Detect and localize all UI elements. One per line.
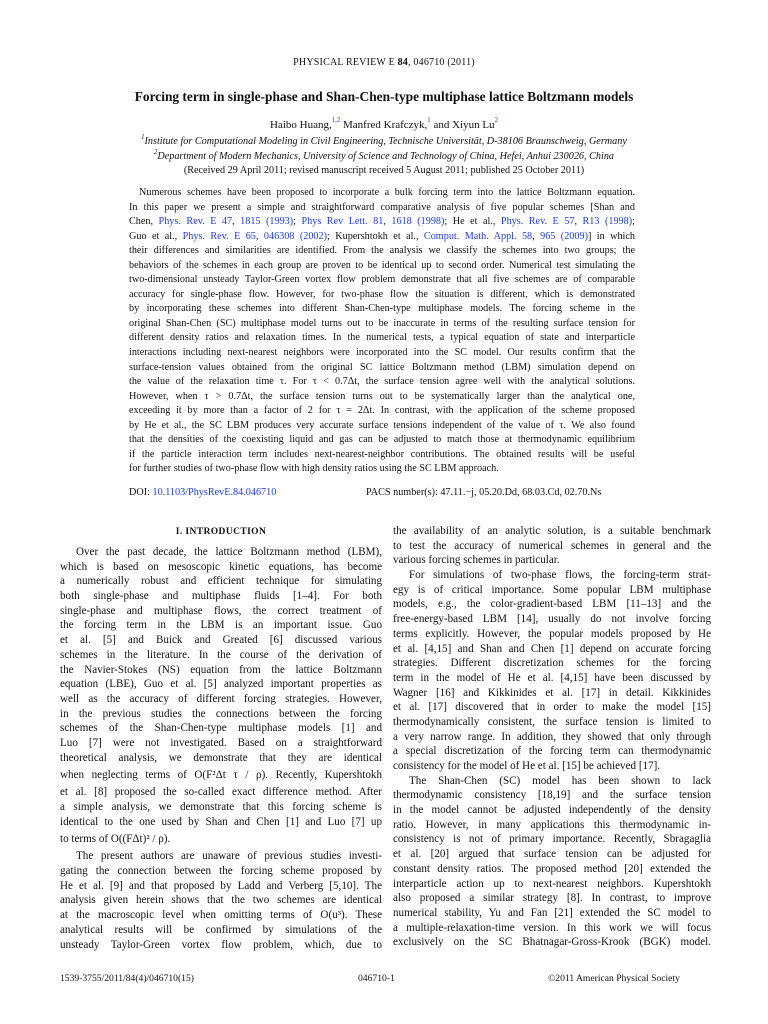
abstract-line: by incorporating these schemes into different Shan-Chen-type multiphase models. The forcing scheme in the (129, 303, 635, 315)
text-line: both single-phase and multiphase fluids [1–4]. For both (60, 590, 382, 603)
text-line: analytical results will be confirmed by simulations of the (60, 923, 382, 936)
text-line: at the macroscopic level when omitting terms of O(u³). These (60, 909, 382, 922)
journal-header: PHYSICAL REVIEW E 84, 046710 (2011) (293, 57, 475, 68)
text-line: various forcing schemes in particular. (393, 554, 560, 567)
abstract-line: exceeding it by more than a factor of 2 for τ = 2Δt. In contrast, with the application of the scheme proposed (129, 405, 635, 417)
text-line: the forcing term in the LBM is an important issue. Guo (60, 619, 382, 632)
text-line: Luo [7] were not investigated. Based on a straightforward (60, 736, 382, 749)
text-line: gating the connection between the forcing scheme proposed by (60, 865, 382, 878)
text-line: exclusively on the SC Bhatnagar-Gross-Krook (BGK) model. (393, 936, 711, 949)
abstract-line: different density ratios and relaxation times. In the numerical tests, a typical equation of state and interparticle (129, 332, 635, 344)
footer-page-number: 046710-1 (358, 973, 395, 984)
author-affiliation-mark[interactable]: 1,2 (331, 117, 341, 124)
abstract-line: for further studies of two-phase flow with high density ratios using the SC LBM approach. (129, 463, 499, 475)
affiliation-1: $^1$Institute for Computational Modeling in Civil Engineering, Technische Universität, D-38106 Braunschweig, Germany (141, 134, 627, 147)
text-line: Over the past decade, the lattice Boltzmann method (LBM), (76, 546, 382, 558)
footer-copyright: ©2011 American Physical Society (548, 973, 680, 984)
abstract (129, 186, 635, 477)
text-line: unsteady Taylor-Green vortex flow problem, which, due to (60, 938, 382, 951)
author-name: Haibo Huang, (270, 119, 332, 131)
abstract-line: original Shan-Chen (SC) multiphase model turns out to be inaccurate in terms of the resulting surface tension for (129, 317, 635, 329)
abstract-line: their differences and similarities are identified. From the analysis we classify the schemes into two groups; the (129, 245, 635, 257)
text-line: consistency is not of primary importance. Recently, Sbragaglia (393, 833, 711, 846)
citation-link[interactable]: 1815 (1993) (240, 216, 294, 228)
text-line: The present authors are unaware of previous studies investi- (76, 850, 382, 863)
abstract-line: Numerous schemes have been proposed to incorporate a bulk forcing term into the lattice Boltzmann equation. (139, 187, 635, 198)
text-line: a simple analysis, we demonstrate that this forcing scheme is (60, 801, 382, 813)
text-line: et al. [17] discovered that in order to make the model [15] (393, 701, 711, 714)
text-line: identical to the one used by Shan and Chen [1] and Luo [7] up (60, 815, 382, 828)
text-line: numerical stability, Yu and Fan [21] extended the SC model to (393, 906, 711, 919)
text-line: single-phase and multiphase flows, the correct treatment of (60, 604, 382, 617)
abstract-line: In this paper we present a simple and straightforward comparative analysis of five popular schemes [Shan and (129, 201, 635, 213)
text-line: also proposed a similar strategy [8]. In contrast, to improve (393, 892, 711, 905)
author-name: Manfred Krafczyk, (340, 119, 428, 131)
text-line: a multiple-relaxation-time version. In this work we will focus (393, 921, 711, 934)
text-line: which is based on mesoscopic kinetic equations, has become (60, 560, 382, 573)
text-line: egy is of critical importance. Some popular LBM multiphase (393, 583, 711, 596)
citation-link[interactable]: Phys Rev Lett. 81 (301, 216, 384, 228)
text-line: thermodynamically consistent, the surface tension is limited to (393, 715, 711, 728)
text-line: theoretical analysis, we demonstrate that they are identical (60, 751, 382, 764)
abstract-line: accuracy for single-phase flow. However, for two-phase flow the situation is different, which is demonstrated (129, 288, 635, 300)
abstract-line: interactions including next-nearest neighbors were incorporated into the SC model. Our results confirm that the (129, 347, 635, 359)
text-line: a special discretization of the forcing term can thermodynamic (393, 745, 711, 758)
text-line: interparticle action up to next-nearest neighbors. Kupershtokh (393, 877, 711, 890)
text-line: et al. [8] proposed the so-called exact difference method. After (60, 786, 382, 799)
text-line: to terms of O((FΔt)² / ρ). (60, 833, 171, 846)
abstract-line: Guo et al., Phys. Rev. E 65, 046308 (2002); Kupershtokh et al., Comput. Math. Appl. 58, 965 (2009)] in which (129, 230, 636, 242)
text-line: strategies. Different discretization schemes for the forcing (393, 657, 711, 670)
author-list (0, 119, 768, 131)
text-line: the availability of an analytic solution, is a suitable benchmark (393, 525, 711, 537)
abstract-line: Chen, Phys. Rev. E 47, 1815 (1993); Phys Rev Lett. 81, 1618 (1998); He et al., Phys. Rev. E 57, R13 (1998); (129, 216, 635, 228)
text-line: free-energy-based LBM [14], usually do not involve forcing (393, 613, 711, 626)
citation-link[interactable]: Phys. Rev. E 65 (182, 230, 256, 242)
right-column (393, 524, 711, 950)
citation-link[interactable]: Phys. Rev. E 57 (500, 216, 575, 228)
text-line: constant density ratios. The proposed method [20] extended the (393, 862, 711, 875)
text-line: thermodynamic consistency [18,19] and the surface tension (393, 789, 711, 802)
text-line: schemes in the literature. In the course of the derivation of (60, 648, 382, 661)
author-affiliation-mark[interactable]: 2 (494, 117, 498, 124)
abstract-line: behaviors of the schemes in each group are proven to be identical up to second order. Numerical test simulating the (129, 259, 635, 271)
text-line: analysis given herein shows that the two schemes are identical (60, 894, 382, 907)
text-line: the Navier-Stokes (NS) equation from the lattice Boltzmann (60, 663, 382, 676)
text-line: a very narrow range. In addition, they showed that only through (393, 730, 711, 743)
citation-link[interactable]: 1618 (1998) (391, 216, 445, 228)
text-line: et al. [20] argued that surface tension can be adjusted for (393, 848, 711, 861)
citation-link[interactable]: 965 (2009) (540, 230, 588, 242)
author-name: and Xiyun Lu (430, 119, 495, 131)
text-line: Wagner [16] and Kikkinides et al. [17] in detail. Kikkinides (393, 686, 711, 699)
abstract-line: surface-tension values obtained from the original SC lattice Boltzmann method (LBM) simulation depend on (129, 361, 635, 373)
text-line: schemes of the Shan-Chen-type multiphase models [1] and (60, 722, 382, 735)
section-title: I. INTRODUCTION (175, 527, 267, 537)
abstract-line: that the densities of the coexisting liquid and gas can be adjusted to match those at thermodynamic equilibrium (129, 434, 635, 446)
text-line: models, e.g., the color-gradient-based LBM [11–13] and the (393, 598, 711, 611)
citation-link[interactable]: Comput. Math. Appl. 58 (423, 230, 533, 242)
text-line: et al. [4,15] and Shan and Chen [1] depend on accurate forcing (393, 642, 711, 655)
text-line: terms explicitly. However, the popular models proposed by He (393, 627, 711, 640)
pacs-numbers: PACS number(s): 47.11.−j, 05.20.Dd, 68.03.Cd, 02.70.Ns (366, 487, 602, 498)
text-line: when neglecting terms of O(F²Δt τ / ρ). Recently, Kupershtokh (60, 769, 382, 782)
doi-line: DOI: 10.1103/PhysRevE.84.046710 (129, 487, 277, 498)
left-column (60, 545, 382, 952)
text-line: equation (LBE), Guo et al. [5] analyzed important properties as (60, 678, 382, 691)
text-line: The Shan-Chen (SC) model has been shown to lack (409, 774, 711, 787)
text-line: consistency for the model of He et al. [15] be achieved [17]. (393, 760, 661, 772)
received-dates: (Received 29 April 2011; revised manuscript received 5 August 2011; published 25 October 2011) (183, 165, 585, 176)
text-line: to test the accuracy of numerical schemes in general and the (393, 539, 711, 552)
abstract-line: However, when τ > 0.7Δt, the surface tension turns out to be systematically larger than the analytical one, (129, 390, 635, 402)
text-line: a numerically robust and efficient technique for simulating (60, 575, 382, 588)
abstract-line: by He et al., the SC LBM produces very accurate surface tensions independent of the value of τ. We also found (129, 419, 635, 431)
text-line: term in the model of He et al. [4,15] have been discussed by (393, 671, 711, 684)
abstract-line: if the particle interaction term includes next-nearest-neighbor contributions. The obtained results will be useful (129, 448, 635, 460)
text-line: in the model cannot be adjusted independently of the density (393, 804, 711, 817)
paper-title: Forcing term in single-phase and Shan-Chen-type multiphase lattice Boltzmann models (134, 89, 634, 104)
text-line: ratio. However, in many applications this thermodynamic in- (393, 818, 711, 831)
affiliation-2: $^2$Department of Modern Mechanics, University of Science and Technology of China, Hefei, Anhui 230026, China (153, 149, 615, 162)
citation-link[interactable]: Phys. Rev. E 47 (158, 216, 233, 228)
text-line: in the previous studies the connections between the forcing (60, 707, 382, 720)
doi-link[interactable]: 10.1103/PhysRevE.84.046710 (152, 487, 277, 498)
author-affiliation-mark[interactable]: 1 (427, 117, 431, 124)
footer-issn: 1539-3755/2011/84(4)/046710(15) (60, 973, 194, 984)
citation-link[interactable]: R13 (1998) (582, 216, 633, 228)
abstract-line: the value of the relaxation time τ. For τ < 0.7Δt, the surface tension agree well with the analytical solutions. (129, 376, 635, 388)
text-line: et al. [5] and Buick and Greated [6] discussed various (60, 634, 382, 647)
text-line: For simulations of two-phase flows, the forcing-term strat- (409, 569, 711, 582)
abstract-line: two-dimensional unsteady Taylor-Green vortex flow problem demonstrate that all five schemes are of comparable (129, 274, 635, 286)
text-line: well as the accuracy of different forcing strategies. However, (60, 692, 382, 705)
text-line: He et al. [9] and that proposed by Ladd and Verberg [5,10]. The (60, 879, 382, 892)
citation-link[interactable]: 046308 (2002) (263, 230, 328, 242)
